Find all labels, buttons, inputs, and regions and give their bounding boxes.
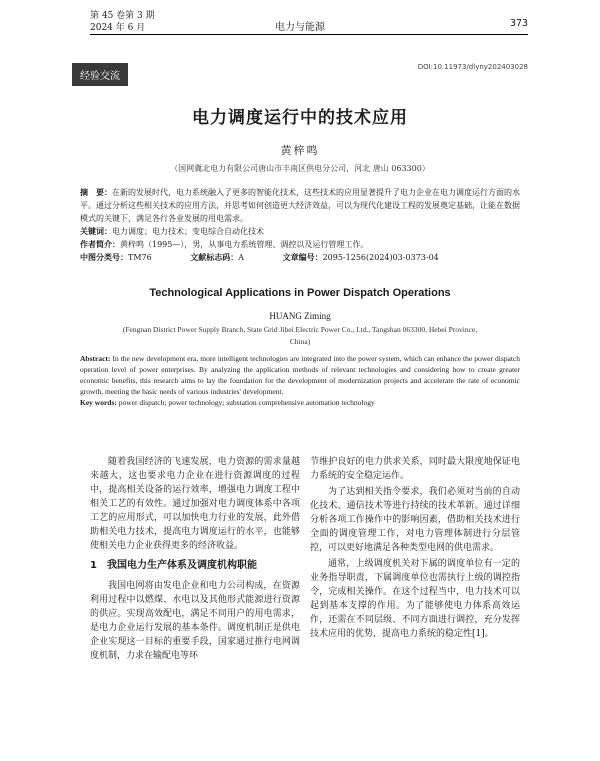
clc-label: 中图分类号： xyxy=(80,252,128,262)
classification-row xyxy=(80,251,520,264)
body-column-left xyxy=(90,455,300,665)
section-heading: 1 我国电力生产体系及调度机构职能 xyxy=(90,560,257,571)
header-rule xyxy=(90,34,528,35)
body-column-right xyxy=(310,455,520,643)
body-paragraph: 我国电网将由发电企业和电力公司构成，在资源利用过程中以燃煤、水电以及其他形式能源进行资源的供应。实现高效配电，满足不同用户的用电需求，是电力企业运行发展的基本条件。调度机制正是供电企业实现这一目标的重要手段，国家通过推行电网调度机制，力求在输配电等环 xyxy=(90,581,300,661)
journal-name: 电力与能源 xyxy=(275,22,325,33)
abstract-cn xyxy=(80,186,520,225)
body-paragraph: 为了达到相关指令要求，我们必须对当前的自动化技术、通信技术等进行持续的技术革新。通过详细分析各项工作操作中的影响因素，借助相关技术进行全面的调度管理工作，对电力管理体制进行分层管控，可以更好地满足各种类型电网的供电需求。 xyxy=(310,487,520,553)
volume-number: 第 45 卷第 3 期 xyxy=(90,11,155,21)
keywords-label-en: Key words: xyxy=(80,398,117,407)
abstract-text-cn: 在新的发展时代，电力系统融入了更多的智能化技术，这些技术的应用显著提升了电力企业在电力调度运行方面的水平。通过分析这些相关技术的应用方法，并思考如何创造更大经济效益，可以为现代化建设工程的发展奠定基础，让能在数据模式的关键下，满足各行各业发展的用电需求。 xyxy=(80,188,520,223)
abstract-en xyxy=(80,353,520,397)
abstract-text-en: In the new development era, more intelligent technologies are integrated into the power system, which can enhance the power dispatch operation level of power enterprises. By analyzing the application methods of relevant technologies and considering how to create greater economic benefits, this research aims to lay the foundation for the development of modernization projects and accelerate the rate of economic growth, meeting the basic needs of various industries' development. xyxy=(80,354,520,396)
abstract-block-en xyxy=(80,353,520,408)
page-number: 373 xyxy=(509,18,528,29)
keywords-label-cn: 关键词： xyxy=(80,227,112,236)
article-id-value: 2095-1256(2024)03-0373-04 xyxy=(322,253,439,262)
article-title-cn: 电力调度运行中的技术应用 xyxy=(192,108,408,128)
author-name-en: HUANG Ziming xyxy=(269,311,331,321)
doc-code-value: A xyxy=(238,253,245,262)
doc-code-label: 文献标志码： xyxy=(190,252,239,262)
abstract-label-cn: 摘 要： xyxy=(80,188,112,197)
affiliation-en: (Fengnan District Power Supply Branch, State Grid Jibei Electric Power Co., Ltd., Tangshan 063300, Hebei Province, China) xyxy=(122,325,478,346)
body-paragraph: 通常，上级调度机关对下属的调度单位有一定的业务指导职责，下属调度单位也需执行上级的调控指令，完成相关操作。在这个过程当中，电力技术可以起到基本支撑的作用。为了能够使电力体系高效运作，还需在不同层级、不同方面进行调控，充分发挥技术应用的优势，提高电力系统的稳定性[1]。 xyxy=(310,559,520,639)
keywords-text-en: power dispatch; power technology; substation comprehensive automation technology xyxy=(118,398,375,407)
affiliation-cn: （国网冀北电力有限公司唐山市丰南区供电分公司，河北 唐山 063300） xyxy=(170,164,430,173)
clc-value: TM76 xyxy=(128,253,152,262)
author-bio-label: 作者简介： xyxy=(80,240,120,249)
body-paragraph: 随着我国经济的飞速发展，电力资源的需求量越来越大，这也要求电力企业在进行资源调度的过程中，提高相关设备的运行效率，增强电力调度工程中相关工艺的有效性。通过加强对电力调度体系中各项工艺的应用形式，可以加快电力行业的发展，此外借助相关电力技术，提高电力调度运行的水平，也能够使相关电力企业获得更多的经济收益。 xyxy=(90,457,300,551)
author-bio xyxy=(80,238,520,251)
article-id-label: 文章编号： xyxy=(282,252,323,262)
issue-date: 2024 年 6 月 xyxy=(90,23,146,33)
body-paragraph: 节维护良好的电力供求关系，同时最大限度地保证电力系统的安全稳定运作。 xyxy=(310,457,520,481)
author-name-cn: 黄梓鸣 xyxy=(280,144,320,157)
author-bio-text: 黄梓鸣（1995—），男，从事电力系统管理、调控以及运行管理工作。 xyxy=(120,240,369,249)
keywords-cn xyxy=(80,225,520,238)
abstract-label-en: Abstract: xyxy=(80,354,111,363)
abstract-block-cn xyxy=(80,186,520,264)
doi: DOI:10.11973/dlyny202403028 xyxy=(417,63,528,71)
keywords-en xyxy=(80,397,520,408)
article-title-en: Technological Applications in Power Dispatch Operations xyxy=(149,287,451,299)
keywords-text-cn: 电力调度；电力技术；变电综合自动化技术 xyxy=(112,227,264,236)
section-badge: 经验交流 xyxy=(72,63,128,86)
